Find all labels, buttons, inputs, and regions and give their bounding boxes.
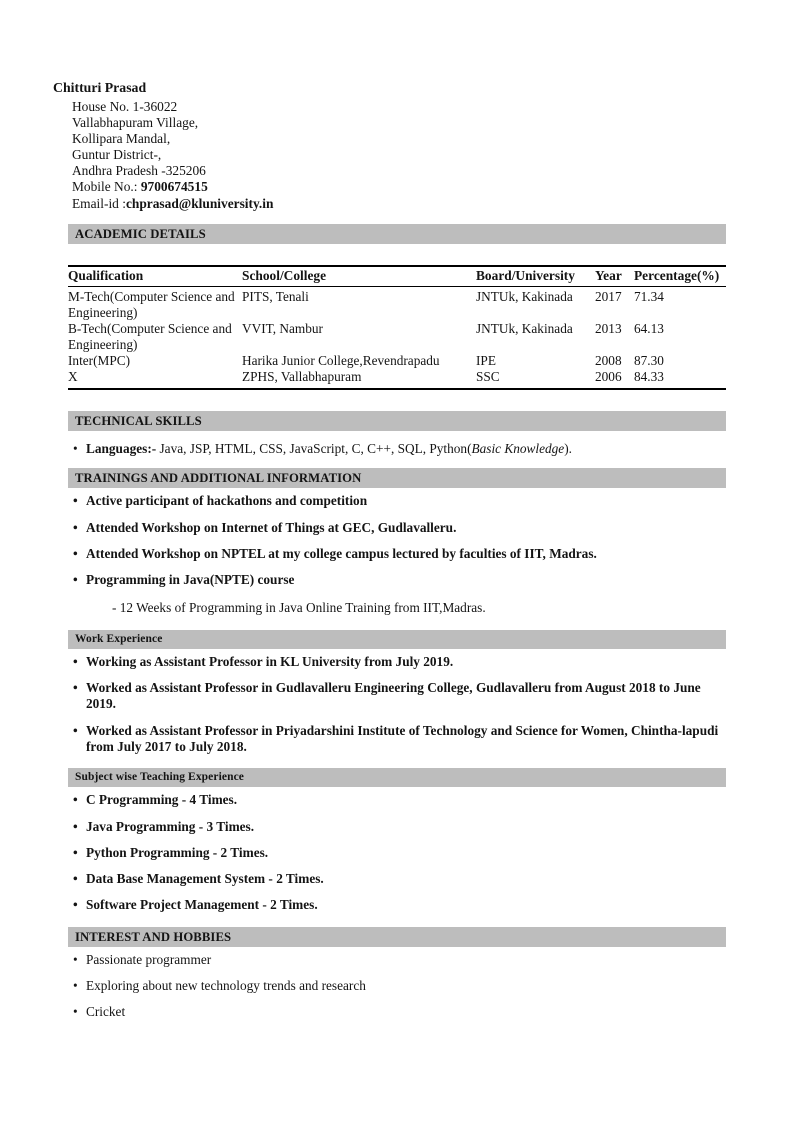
mobile-label: Mobile No.: [72, 179, 141, 195]
address-line: Andhra Pradesh -325206 [72, 163, 206, 179]
section-title: Work Experience [75, 632, 163, 645]
section-bar-academic-details [68, 224, 726, 244]
address-line: House No. 1-36022 [72, 99, 178, 114]
section-title: TRAININGS AND ADDITIONAL INFORMATION [75, 471, 362, 486]
hobby-item: • Passionate programmer [68, 952, 726, 968]
table-cell: JNTUk, Kakinada [476, 289, 573, 304]
person-name: Chitturi Prasad [53, 80, 147, 95]
table-cell: 87.30 [634, 353, 664, 368]
hobby-item: • Cricket [68, 1004, 726, 1020]
skills-languages-item [68, 441, 726, 457]
skills-list [68, 441, 726, 457]
table-cell: 2006 [595, 369, 634, 389]
section-bar-work-experience [68, 630, 726, 649]
section-title: ACADEMIC DETAILS [75, 227, 206, 241]
section-title: TECHNICAL SKILLS [75, 414, 202, 428]
email-value: chprasad@kluniversity.in [125, 195, 274, 211]
work-experience-item: • Working as Assistant Professor in KL University from July 2019. [68, 654, 726, 670]
teaching-item: • Java Programming - 3 Times. [68, 819, 726, 835]
table-cell: 64.13 [634, 321, 664, 336]
table-header-row [68, 266, 726, 287]
table-cell: 71.34 [634, 289, 664, 304]
languages-close: ). [564, 441, 572, 456]
teaching-item: • Python Programming - 2 Times. [68, 845, 726, 861]
table-cell: M-Tech(Computer Science and Engineering) [68, 289, 235, 320]
email-line [72, 196, 273, 212]
section-bar-technical-skills [68, 411, 726, 431]
table-cell: IPE [476, 353, 496, 368]
work-experience-item: • Worked as Assistant Professor in Gudlavalleru Engineering College, Gudlavalleru from August 2018 to June 2019. [68, 680, 726, 713]
hobbies-list [68, 952, 726, 1021]
address-line: Vallabhapuram Village, [72, 115, 199, 131]
training-item: • Active participant of hackathons and competition [68, 493, 726, 509]
teaching-list [68, 792, 726, 913]
training-item: • Attended Workshop on NPTEL at my college campus lectured by faculties of IIT, Madras. [68, 546, 726, 562]
teaching-item: • Data Base Management System - 2 Times. [68, 871, 726, 887]
mobile-line [72, 179, 273, 195]
work-experience-list [68, 654, 726, 755]
table-cell: B-Tech(Computer Science and Engineering) [68, 321, 232, 352]
column-header: Qualification [68, 266, 242, 287]
section-title: Subject wise Teaching Experience [75, 771, 244, 784]
column-header: Board/University [476, 266, 595, 287]
section-bar-hobbies [68, 927, 726, 947]
academic-table [68, 265, 726, 390]
table-cell: JNTUk, Kakinada [476, 321, 573, 336]
table-cell: 2017 [595, 289, 622, 304]
training-sub-item: - 12 Weeks of Programming in Java Online Training from IIT,Madras. [112, 600, 486, 616]
table-cell: Inter(MPC) [68, 353, 131, 368]
table-cell: VVIT, Nambur [242, 321, 323, 336]
section-bar-teaching-experience [68, 768, 726, 787]
table-cell: ZPHS, Vallabhapuram [242, 369, 476, 389]
trainings-list [68, 493, 726, 588]
table-cell: X [68, 369, 242, 389]
languages-label: Languages:- [86, 441, 157, 456]
section-bar-trainings [68, 468, 726, 488]
section-title: INTEREST AND HOBBIES [75, 929, 232, 944]
mobile-number: 9700674515 [140, 179, 208, 195]
table-cell: 2008 [595, 353, 622, 368]
main-content [68, 224, 726, 1021]
teaching-item: • C Programming - 4 Times. [68, 792, 726, 808]
table-row [68, 369, 726, 389]
table-row [68, 287, 726, 322]
column-header: School/College [242, 266, 476, 287]
hobby-item: • Exploring about new technology trends and research [68, 978, 726, 994]
work-experience-item: • Worked as Assistant Professor in Priyadarshini Institute of Technology and Science for Women, Chintha-lapudi from July 2017 to July 2018. [68, 723, 726, 756]
languages-text: Java, JSP, HTML, CSS, JavaScript, C, C++, SQL, Python( [156, 441, 472, 456]
table-row [68, 353, 726, 369]
email-label: Email-id : [72, 195, 126, 211]
contact-block [53, 80, 273, 212]
column-header: Year [595, 266, 634, 287]
table-cell: 2013 [595, 321, 622, 336]
address-line: Guntur District-, [72, 147, 162, 163]
teaching-item: • Software Project Management - 2 Times. [68, 897, 726, 913]
column-header: Percentage(%) [634, 266, 726, 287]
languages-note: Basic Knowledge [471, 441, 565, 456]
training-item: • Programming in Java(NPTE) course [68, 572, 726, 588]
address-block [72, 99, 273, 212]
table-cell: Harika Junior College,Revendrapadu [242, 353, 440, 368]
training-item: • Attended Workshop on Internet of Things at GEC, Gudlavalleru. [68, 520, 726, 536]
table-cell: 84.33 [634, 369, 726, 389]
table-cell: PITS, Tenali [242, 289, 309, 304]
table-cell: SSC [476, 369, 595, 389]
table-row [68, 321, 726, 353]
address-line: Kollipara Mandal, [72, 131, 171, 147]
